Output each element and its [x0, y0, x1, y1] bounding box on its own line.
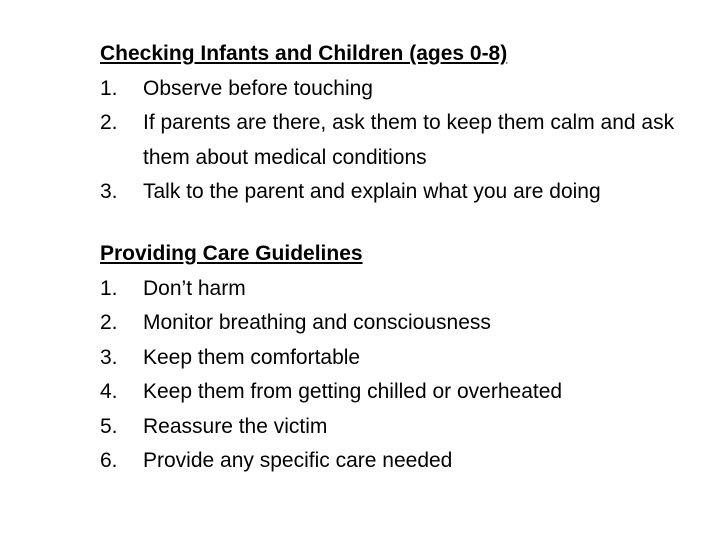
numbered-list [100, 72, 700, 210]
item-number: 3. [100, 345, 118, 369]
item-number: 6. [100, 449, 118, 472]
section-heading: Providing Care Guidelines [100, 242, 363, 265]
item-text: Provide any specific care needed [143, 449, 453, 472]
section-checking-infants [100, 37, 700, 210]
item-text: Reassure the victim [143, 414, 328, 438]
item-number: 2. [100, 311, 118, 334]
item-text: Don’t harm [143, 276, 246, 300]
item-number: 5. [100, 414, 118, 438]
item-number: 1. [100, 276, 118, 300]
item-number: 2. [100, 111, 118, 134]
list-item [100, 272, 700, 307]
item-text: Observe before touching [143, 76, 373, 100]
list-item [100, 410, 700, 445]
section-care-guidelines [100, 237, 700, 479]
item-text: If parents are there, ask them to keep them calm and ask them about medical conditions [143, 111, 675, 169]
numbered-list [100, 272, 700, 479]
section-heading: Checking Infants and Children (ages 0-8) [100, 42, 508, 65]
list-item [100, 175, 700, 210]
item-number: 4. [100, 380, 118, 403]
list-item [100, 375, 700, 410]
item-number: 1. [100, 76, 118, 100]
item-number: 3. [100, 180, 118, 203]
item-text: Talk to the parent and explain what you are doing [143, 180, 601, 203]
list-item [100, 341, 700, 376]
list-item [100, 444, 700, 479]
item-text: Keep them comfortable [143, 345, 361, 369]
list-item [100, 72, 700, 107]
item-text: Monitor breathing and consciousness [143, 311, 491, 334]
item-text: Keep them from getting chilled or overheated [143, 380, 563, 403]
list-item [100, 306, 700, 341]
list-item [100, 106, 700, 175]
